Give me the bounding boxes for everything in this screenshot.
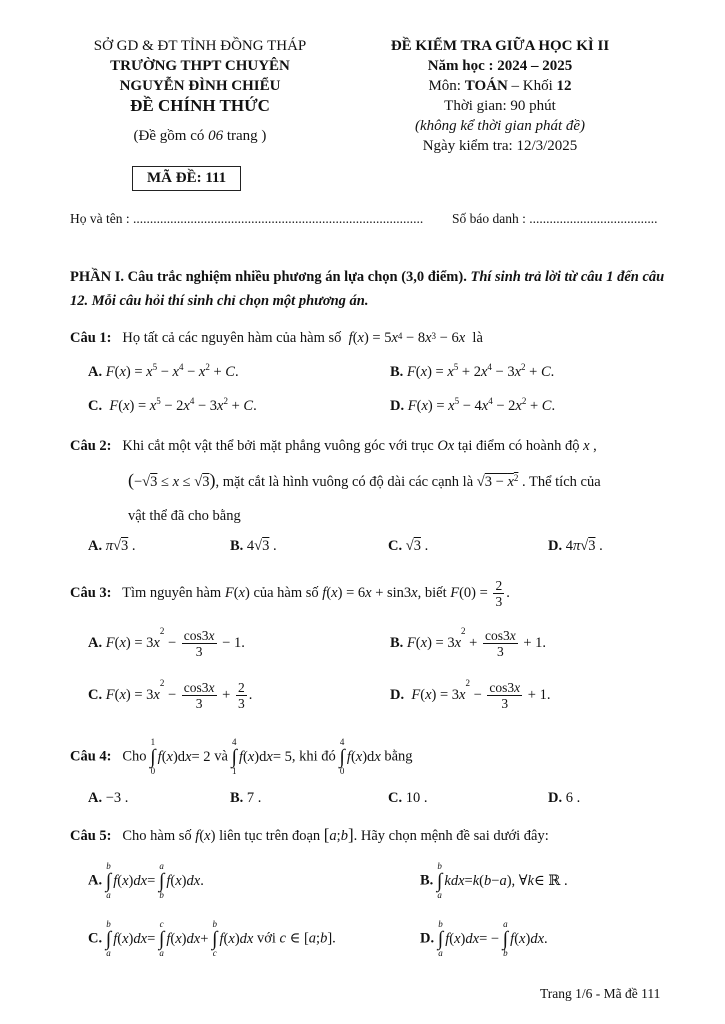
question-2-line-2: (−√3 ≤ x ≤ √3), mặt cắt là hình vuông có độ dài các cạnh là $√3 - x^2$ . Thể tích của (128, 470, 601, 490)
question-3: Câu 3: Tìm nguyên hàm F(x) của hàm số f(x) = 6x + sin3x, biết F(0) = $\frac{2}{3}$ . (70, 578, 510, 609)
q5-option-b[interactable]: B. b ∫ a kdx = k ( b − a ), ∀ k ∈ ℝ . (420, 861, 568, 900)
q1-text: Họ tất cả các nguyên hàm của hàm số (122, 330, 342, 346)
question-1: Câu 1: Họ tất cả các nguyên hàm của hàm số $f(x) = 5x^4 - 8x^3 - 6x$ là (70, 330, 483, 346)
official-label: ĐỀ CHÍNH THỨC (130, 96, 270, 115)
q2-option-a[interactable]: A. π√3 . (88, 538, 136, 554)
q4-option-d[interactable]: D. 6 . (548, 790, 581, 806)
page-count: (Đề gồm có 06 trang ) (133, 128, 267, 144)
subject: Môn: TOÁN – Khối 12 (428, 78, 572, 94)
q4-option-b[interactable]: B. 7 . (230, 790, 262, 806)
q1-option-d[interactable]: D. $F(x) = x^5 - 4x^4 - 2x^2 + C$. (390, 396, 556, 414)
q1-option-b[interactable]: B. $F(x) = x^5 + 2x^4 - 3x^2 + C$. (390, 362, 555, 380)
part-1-heading (70, 265, 680, 313)
student-id-field[interactable]: Số báo danh : ...................................... (452, 211, 658, 226)
q4-option-a[interactable]: A. −3 . (88, 790, 129, 806)
q2-option-d[interactable]: D. 4π√3 . (548, 538, 603, 554)
school-line-1: TRƯỜNG THPT CHUYÊN (110, 58, 290, 74)
school-year: Năm học : 2024 – 2025 (427, 58, 573, 74)
question-5: Câu 5: Cho hàm số f(x) liên tục trên đoạn [a;b]. Hãy chọn mệnh đề sai dưới đây: (70, 825, 549, 844)
q1-label: Câu 1: (70, 330, 112, 346)
q1-option-a[interactable]: A. $F(x) = x^5 - x^4 - x^2 + C$. (88, 362, 239, 380)
q5-option-c[interactable]: C. b ∫ a f ( x ) dx = c ∫ a f ( x ) dx + b ∫ c f ( x ) dx với c ∈ [a;b]. (88, 919, 336, 958)
question-4: Câu 4: Cho 1 ∫ 0 f ( x )d x = 2 và 4 ∫ 1 f ( x )d x = 5, khi đó 4 ∫ 0 f ( x )d x bằng (70, 737, 413, 776)
duration: Thời gian: 90 phút (444, 98, 556, 114)
school-line-2: NGUYỄN ĐÌNH CHIỂU (119, 78, 281, 94)
q3-option-d[interactable]: D. $F(x) = 3x^2$ − $\frac{\cos 3x}{3}$ + 1. (390, 678, 551, 711)
part-1-instruction: Thí sinh trả lời từ câu 1 đến câu 12. Mỗi câu hỏi thí sinh chỉ chọn một phương án. (70, 269, 665, 309)
q3-option-a[interactable]: A. $F(x) = 3x^2$ − $\frac{\cos 3x}{3}$ − 1. (88, 626, 245, 659)
exam-code: MÃ ĐỀ: 111 (132, 166, 241, 191)
page-footer: Trang 1/6 - Mã đề 111 (540, 986, 661, 1001)
student-name-field[interactable]: Họ và tên : ...................................................................................... (70, 211, 424, 226)
part-1-title: PHẦN I. Câu trắc nghiệm nhiều phương án lựa chọn (3,0 điểm). (70, 269, 467, 285)
q2-option-c[interactable]: C. √3 . (388, 538, 429, 554)
exam-date: Ngày kiểm tra: 12/3/2025 (422, 138, 578, 154)
q3-option-b[interactable]: B. $F(x) = 3x^2$ + $\frac{\cos 3x}{3}$ + 1. (390, 626, 547, 659)
q2-option-b[interactable]: B. 4√3 . (230, 538, 277, 554)
question-2: Câu 2: Khi cắt một vật thể bởi mặt phẳng vuông góc với trục Ox tại điểm có hoành độ x , (70, 438, 597, 454)
q5-option-d[interactable]: D. b ∫ a f ( x ) dx = − a ∫ b f ( x ) dx . (420, 919, 548, 958)
q3-option-c[interactable]: C. $F(x) = 3x^2$ − $\frac{\cos 3x}{3}$ + $\frac{2}{3}$ . (88, 678, 253, 711)
q4-option-c[interactable]: C. 10 . (388, 790, 428, 806)
exam-title: ĐỀ KIỂM TRA GIỮA HỌC KÌ II (390, 38, 610, 54)
q1-option-c[interactable]: C. $F(x) = x^5 - 2x^4 - 3x^2 + C$. (88, 396, 257, 414)
duration-note: (không kể thời gian phát đề) (414, 118, 586, 134)
q5-option-a[interactable]: A. b ∫ a f ( x ) dx = a ∫ b f ( x ) dx . (88, 861, 204, 900)
school-header (60, 36, 340, 146)
department: SỞ GD & ĐT TỈNH ĐỒNG THÁP (93, 38, 307, 54)
exam-header (360, 36, 640, 156)
question-2-line-3: vật thể đã cho bằng (128, 508, 241, 524)
